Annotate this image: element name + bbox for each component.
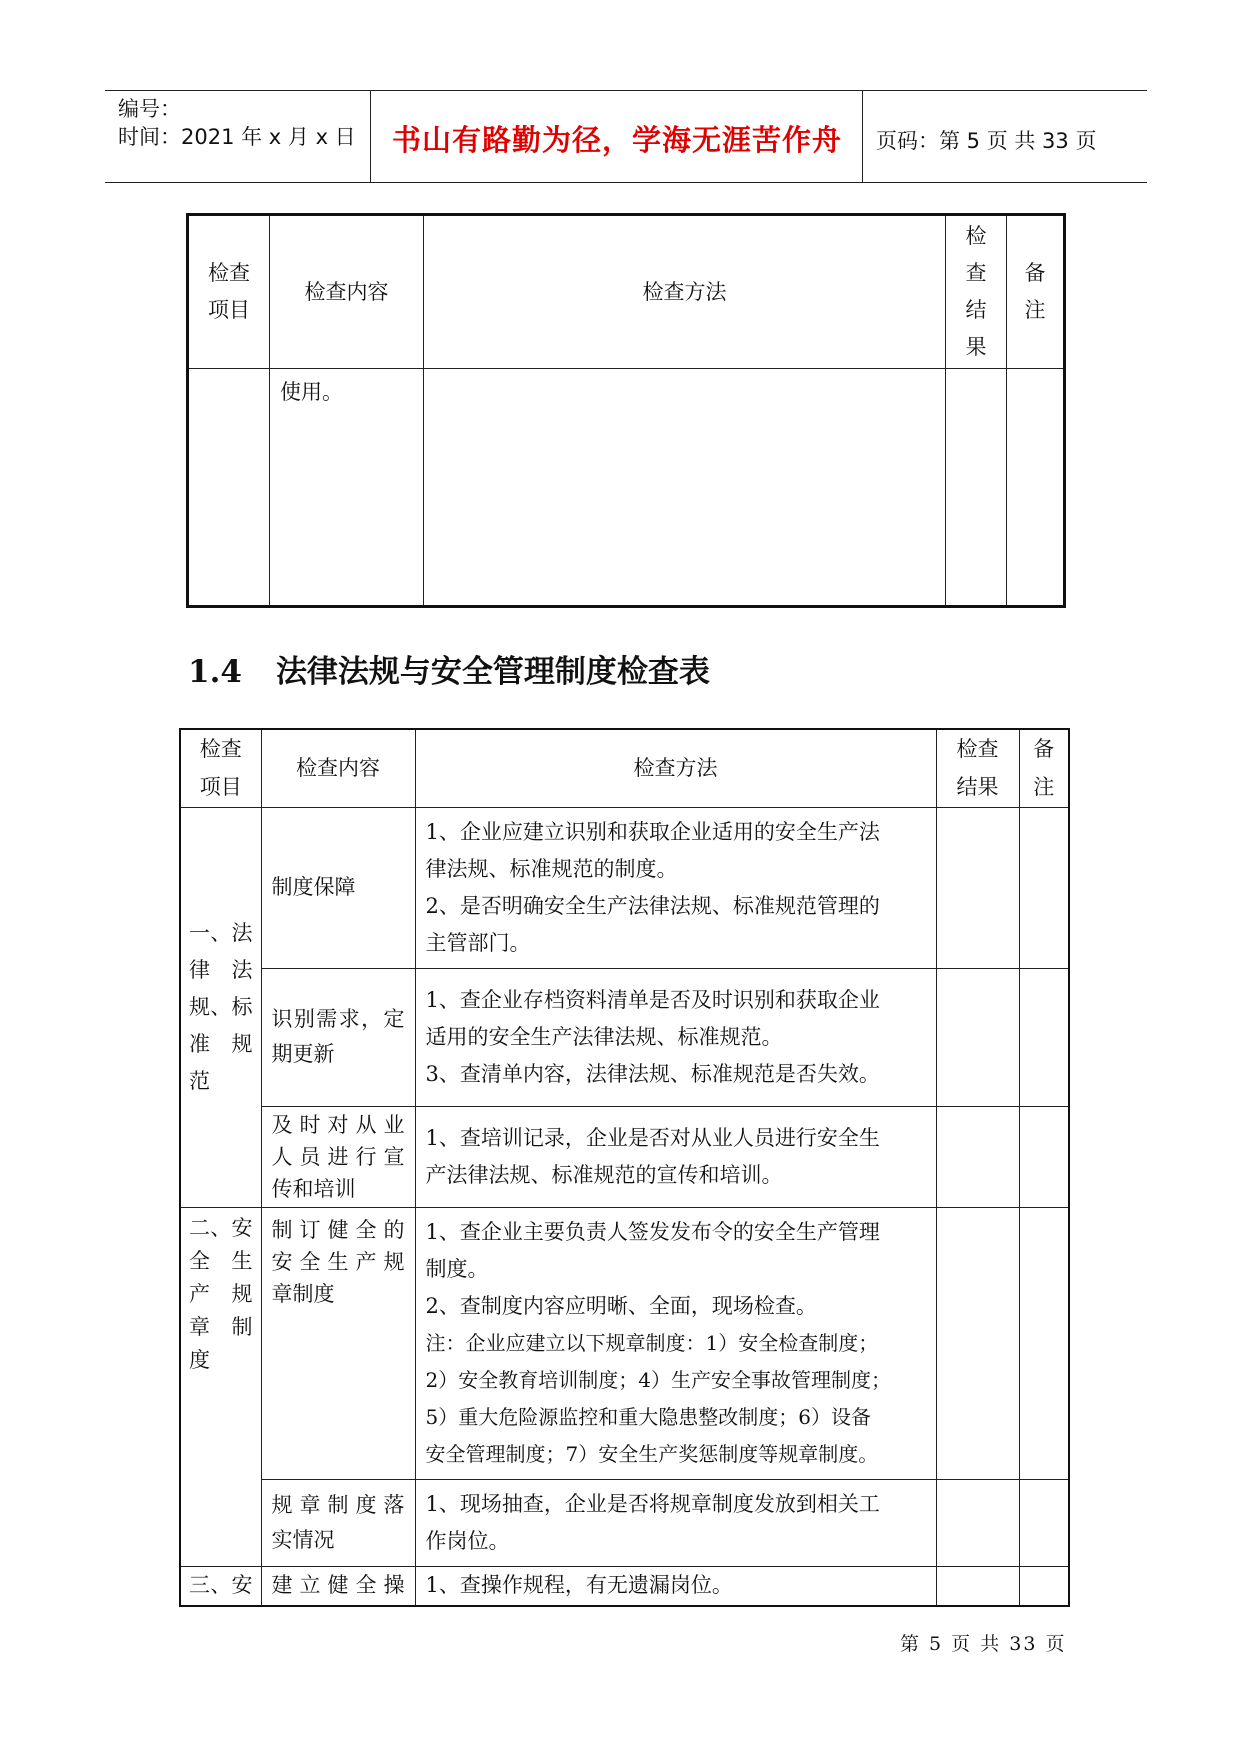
header-top-rule — [105, 90, 1147, 91]
section-title: 法律法规与安全管理制度检查表 — [275, 654, 710, 690]
group-item-cell — [180, 1566, 261, 1606]
header-method: 检查方法 — [415, 729, 936, 807]
result-cell — [936, 1479, 1019, 1566]
table-row — [180, 1479, 1069, 1566]
table-row — [180, 807, 1069, 968]
content-cell: 识别需求，定 期更新 — [261, 968, 415, 1106]
remark-cell — [1019, 1566, 1069, 1606]
header-divider-left — [370, 90, 371, 182]
group-item-text: 一、法 律 法 规、标 准 规 范 — [189, 920, 253, 1093]
group-item-text: 三、安 — [189, 1573, 253, 1598]
remark-cell — [1007, 369, 1065, 607]
header-divider-right — [862, 90, 863, 182]
footer-page-number: 第 5 页 共 33 页 — [900, 1633, 1067, 1655]
result-cell — [936, 807, 1019, 968]
method-cell — [424, 369, 946, 607]
header-content: 检查内容 — [261, 729, 415, 807]
table-row — [188, 369, 1065, 607]
method-cell: 1、查企业主要负责人签发发布令的安全生产管理 制度。 2、查制度内容应明晰、全面，现场检查。 注：企业应建立以下规章制度：1）安全检查制度； 2）安全教育培训制度；4）生产安全事故管理制度； 5）重大危险源监控和重大隐患整改制度；6）设备 安全管理制度；7）安全生产奖惩制度等规章制度。 — [415, 1207, 936, 1479]
group-item-cell — [180, 807, 261, 1207]
method-note: 注：企业应建立以下规章制度：1）安全检查制度； 2）安全教育培训制度；4）生产安全事故管理制度； 5）重大危险源监控和重大隐患整改制度；6）设备 安全管理制度；7）安全生产奖惩制度等规章制度。 — [425, 1330, 891, 1466]
content-cell: 及时对从业 人员进行宣 传和培训 — [261, 1106, 415, 1207]
remark-cell — [1019, 968, 1069, 1106]
group-item-text: 二、安 全 生 产 规 章 制 度 — [189, 1215, 253, 1372]
header-remark: 备 注 — [1019, 729, 1069, 807]
header-item: 检查 项目 — [180, 729, 261, 807]
content-cell: 制度保障 — [261, 807, 415, 968]
header-bottom-rule — [105, 182, 1147, 183]
result-cell — [936, 1207, 1019, 1479]
method-cell: 1、查企业存档资料清单是否及时识别和获取企业 适用的安全生产法律法规、标准规范。 3、查清单内容，法律法规、标准规范是否失效。 — [415, 968, 936, 1106]
header-page-label: 页码：第 5 页 共 33 页 — [876, 129, 1097, 153]
method-cell: 1、查培训记录，企业是否对从业人员进行安全生 产法律法规、标准规范的宣传和培训。 — [415, 1106, 936, 1207]
content-cell: 使用。 — [270, 369, 424, 607]
remark-cell — [1019, 1207, 1069, 1479]
result-cell — [936, 968, 1019, 1106]
table-row — [180, 1566, 1069, 1606]
table-header-row — [188, 215, 1065, 369]
remark-cell — [1019, 1479, 1069, 1566]
content-cell: 规章制度落 实情况 — [261, 1479, 415, 1566]
table-row — [180, 1106, 1069, 1207]
method-cell: 1、查操作规程，有无遗漏岗位。 — [415, 1566, 936, 1606]
result-cell — [936, 1106, 1019, 1207]
header-result: 检 查 结 果 — [946, 215, 1007, 369]
result-cell — [946, 369, 1007, 607]
header-remark: 备 注 — [1007, 215, 1065, 369]
remark-cell — [1019, 1106, 1069, 1207]
header-item: 检查项目 — [188, 215, 270, 369]
section-number: 1.4 — [188, 654, 242, 690]
document-number-label: 编号： — [118, 97, 181, 121]
table-row — [180, 968, 1069, 1106]
content-cell: 制订健全的 安全生产规 章制度 — [261, 1207, 415, 1479]
header-motto: 书山有路勤为径，学海无涯苦作舟 — [392, 123, 843, 157]
table-row — [180, 1207, 1069, 1479]
header-content: 检查内容 — [270, 215, 424, 369]
result-cell — [936, 1566, 1019, 1606]
section-heading — [188, 646, 710, 691]
item-cell — [188, 369, 270, 607]
remark-cell — [1019, 807, 1069, 968]
law-regulation-checklist-table — [179, 728, 1070, 1607]
document-time-label: 时间：2021 年 x 月 x 日 — [118, 125, 356, 149]
method-cell: 1、企业应建立识别和获取企业适用的安全生产法 律法规、标准规范的制度。 2、是否明确安全生产法律法规、标准规范管理的 主管部门。 — [415, 807, 936, 968]
method-cell: 1、现场抽查，企业是否将规章制度发放到相关工 作岗位。 — [415, 1479, 936, 1566]
header-result: 检查 结果 — [936, 729, 1019, 807]
continuation-table — [186, 213, 1066, 608]
group-item-cell — [180, 1207, 261, 1566]
header-method: 检查方法 — [424, 215, 946, 369]
content-cell: 建立健全操 — [261, 1566, 415, 1606]
table-header-row — [180, 729, 1069, 807]
